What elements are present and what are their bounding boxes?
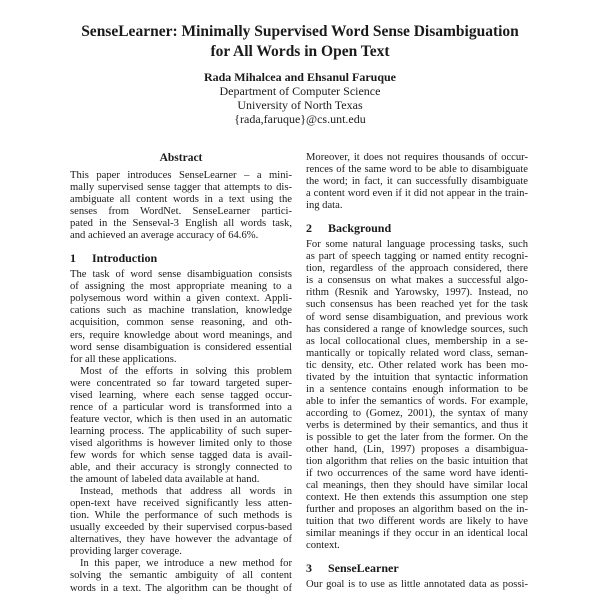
right-column	[306, 152, 528, 592]
section-heading-introduction	[70, 251, 292, 265]
body-line: of word sense disambiguation, and previous work	[306, 311, 528, 323]
body-line: if two occurrences of the same word have identi-	[306, 468, 528, 480]
body-line: further and proposes an algorithm based on the in-	[306, 504, 528, 516]
body-line: vised algorithms is however limited only to those	[70, 437, 292, 449]
author-block	[0, 70, 600, 126]
body-line: similar meanings if they occur in an identical local	[306, 528, 528, 540]
title-line-2: for All Words in Open Text	[210, 43, 390, 60]
body-line: of assigning the most appropriate meaning to a	[70, 281, 292, 293]
body-line: vised learning, where each sense tagged occur-	[70, 389, 292, 401]
body-line: usually exceeded by their supervised corpus-based	[70, 522, 292, 534]
section-heading-senselearner	[306, 561, 528, 575]
body-line: tion algorithm that relies on the basic intuition that	[306, 456, 528, 468]
body-line: rences of the same word to be able to disambiguate	[306, 164, 528, 176]
body-line: has considered a range of knowledge sources, such	[306, 323, 528, 335]
introduction-body	[70, 269, 292, 594]
body-line: verbs is determined by their semantics, and thus it	[306, 419, 528, 431]
section-number: 3	[306, 561, 312, 576]
body-line: open-text have received significantly less atten-	[70, 498, 292, 510]
section-number: 1	[70, 251, 76, 266]
body-line: alternatives, they have however the advantage of	[70, 534, 292, 546]
body-line: solving the semantic ambiguity of all content	[70, 570, 292, 582]
body-line: The task of word sense disambiguation consists	[70, 269, 292, 281]
body-line: such consensus has been reached yet for the task	[306, 299, 528, 311]
body-line: in a sentence contains enough information to be	[306, 383, 528, 395]
body-line: words in a text. The algorithm can be thought of	[70, 582, 292, 594]
body-line: as part of speech tagging or named entity recogni-	[306, 251, 528, 263]
affiliation-university: University of North Texas	[237, 98, 363, 112]
body-line: tion. While the performance of such methods is	[70, 510, 292, 522]
body-line: Most of the efforts in solving this problem	[80, 365, 292, 377]
title-line-1: SenseLearner: Minimally Supervised Word Sense Disambiguation	[81, 23, 519, 40]
body-line: tion, regardless of the approach considered, there	[306, 263, 528, 275]
body-line: the word; in fact, it can successfully disambiguate	[306, 176, 528, 188]
body-line: Instead, methods that address all words in	[80, 486, 292, 498]
body-line: rithm (Resnik and Yarowsky, 1997). Instead, no	[306, 287, 528, 299]
body-line: able to infer the semantics of words. For example,	[306, 395, 528, 407]
body-line: is a consensus on what makes a successful algo-	[306, 275, 528, 287]
body-line: In this paper, we introduce a new method for	[80, 558, 292, 570]
affiliation-department: Department of Computer Science	[219, 84, 381, 98]
body-line: context.	[306, 540, 340, 552]
body-line: tuition that two different words are likely to have	[306, 516, 528, 528]
body-line: rence of a particular word is transformed into a	[70, 401, 292, 413]
body-line: context. He then extends this assumption one step	[306, 492, 528, 504]
body-line: providing larger coverage.	[70, 546, 182, 558]
abstract-line: This paper introduces SenseLearner – a mini-	[70, 170, 292, 181]
body-line: cal meanings, then they should have similar local	[306, 480, 528, 492]
body-line: few words for which sense tagged data is avail-	[70, 449, 292, 461]
body-line: cations such as machine translation, knowledge	[70, 305, 292, 317]
section-title: Introduction	[92, 251, 158, 266]
senselearner-body	[306, 579, 528, 591]
body-line: as local collocational clues, membership in a se-	[306, 335, 528, 347]
body-line: acquisition, common sense reasoning, and oth-	[70, 317, 292, 329]
body-line: for all these applications.	[70, 353, 177, 365]
body-line: ers, require knowledge about word meanings, and	[70, 329, 292, 341]
section-title: Background	[328, 221, 392, 236]
author-names: Rada Mihalcea and Ehsanul Faruque	[203, 70, 397, 84]
body-line: according to (Gomez, 2001), the syntax of many	[306, 407, 528, 419]
body-line: Moreover, it does not requires thousands of occur-	[306, 152, 528, 163]
abstract-line: senses from WordNet. SenseLearner partici-	[70, 206, 292, 218]
introduction-continued	[306, 152, 528, 212]
section-heading-background	[306, 221, 528, 235]
body-line: tic density, etc. Other related work has been mo-	[306, 359, 528, 371]
body-line: Our goal is to use as little annotated data as possi-	[306, 579, 528, 591]
body-line: a content word even if it did not appear in the train-	[306, 188, 528, 200]
left-column	[70, 170, 292, 595]
body-line: word sense disambiguation is considered essential	[70, 341, 292, 353]
body-line: able, and their accuracy is strongly connected to	[70, 462, 292, 474]
abstract-line: ambiguate all content words in a text using the	[70, 194, 292, 206]
body-line: the amount of labeled data available at hand.	[70, 474, 260, 486]
body-line: tivated by the intuition that syntactic information	[306, 371, 528, 383]
body-line: learning process. The applicability of such super-	[70, 425, 292, 437]
section-number: 2	[306, 221, 312, 236]
body-line: feature vector, which is then used in an automatic	[70, 413, 292, 425]
body-line: were concentrated so far toward targeted super-	[70, 377, 292, 389]
body-line: polysemous word within a given context. Appli-	[70, 293, 292, 305]
section-title: SenseLearner	[328, 561, 399, 576]
abstract-line: mally supervised sense tagger that attempts to dis-	[70, 182, 292, 194]
abstract-line: pated in the Senseval-3 English all words task,	[70, 218, 292, 230]
background-body	[306, 239, 528, 552]
body-line: ing data.	[306, 200, 343, 212]
abstract-heading: Abstract	[159, 152, 203, 164]
body-line: mantically or topically related word class, seman-	[306, 347, 528, 359]
body-line: is possible to get the later from the former. On the	[306, 431, 528, 443]
abstract-line: and achieved an average accuracy of 64.6%.	[70, 230, 259, 242]
body-line: For some natural language processing tasks, such	[306, 239, 528, 251]
body-line: other hand, (Lin, 1997) proposes a disambigua-	[306, 444, 528, 456]
author-emails: {rada,faruque}@cs.unt.edu	[234, 112, 366, 126]
abstract-body	[70, 170, 292, 242]
